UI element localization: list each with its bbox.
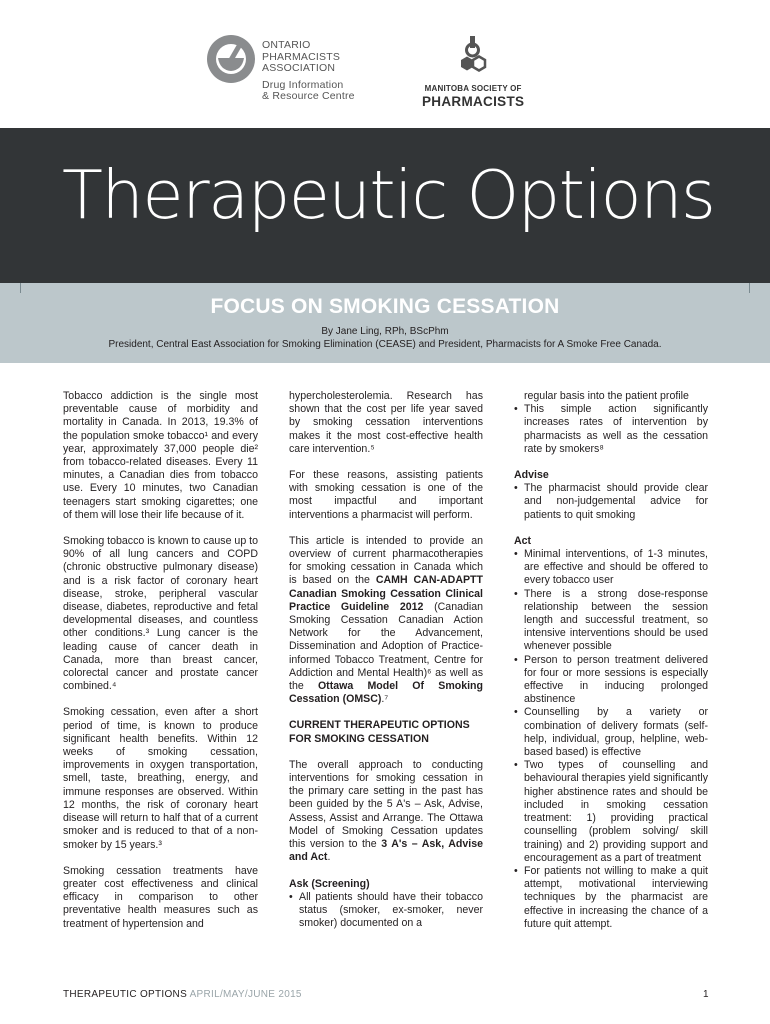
page-title: Therapeutic Options bbox=[62, 156, 715, 234]
msp-logo-text bbox=[422, 84, 524, 109]
logo-header bbox=[0, 0, 770, 128]
advise-list bbox=[514, 482, 708, 522]
guideline-title: CAMH CAN-ADAPTT Canadian Smoking Cessation Clinical Practice Guideline 2012 bbox=[289, 574, 483, 613]
paragraph: Tobacco addiction is the single most preventable cause of morbidity and mortality in Canada. In 2013, 19.3% of the population smoke tobacco¹ and every year, approximately 37,000 people die² from tobacco-related diseases. Every 11 minutes, a Canadian dies from tobacco use. Every 10 minutes, two Canadian teenagers start smoking cigarettes; one of them will lose their life because of it. bbox=[63, 390, 258, 521]
subsection-heading-act: Act bbox=[514, 534, 532, 547]
paragraph bbox=[289, 535, 483, 707]
paragraph: For these reasons, assisting patients with smoking cessation is one of the most impactful and important interventions a pharmacist will perform. bbox=[289, 469, 483, 521]
list-item: • There is a strong dose-response relationship between the session length and successful treatment, so intensive interventions should be used whenever possible bbox=[514, 588, 708, 654]
msp-logo-icon bbox=[450, 36, 496, 82]
omsc-title: Ottawa Model Of Smoking Cessation (OMSC) bbox=[289, 680, 483, 706]
msp-big: PHARMACISTS bbox=[422, 94, 525, 109]
list-item: regular basis into the patient profile bbox=[524, 390, 689, 402]
act-list bbox=[514, 548, 708, 931]
column-1 bbox=[63, 390, 258, 944]
opa-line3: ASSOCIATION bbox=[262, 62, 336, 74]
page-number: 1 bbox=[703, 989, 709, 1000]
opa-sub2: & Resource Centre bbox=[262, 90, 355, 102]
opa-sub1: Drug Information bbox=[262, 78, 344, 91]
ask-list-continued bbox=[514, 390, 708, 456]
list-item: • Minimal interventions, of 1-3 minutes, are effective and should be offered to every tobacco user bbox=[514, 548, 708, 588]
column-2 bbox=[289, 390, 483, 943]
paragraph: Smoking cessation, even after a short period of time, is known to produce significant health benefits. Within 12 weeks of smoking cessation, improvements in oxygen transportation, smell, taste, breathing, energy, and immune responses are observed. Within 12 months, the risk of coronary heart disease will return to half that of a current smoker and is reduced to that of a non-smoker by 15 years.³ bbox=[63, 706, 258, 851]
three-as: 3 A's – Ask, Advise and Act bbox=[289, 838, 483, 864]
opa-logo-icon bbox=[206, 34, 256, 84]
list-item: • Two types of counselling and behavioural therapies yield significantly higher abstinence rates and should be included in smoking cessation treatment: 1) providing practical counselling (problem solving/ skill training) and 2) providing support and encouragement as a part of treatment bbox=[514, 759, 708, 865]
byline: By Jane Ling, RPh, BScPhm bbox=[321, 326, 449, 337]
article-subtitle: FOCUS ON SMOKING CESSATION bbox=[210, 295, 560, 318]
text-run: The overall approach to conducting interventions for smoking cessation in the primary care setting in the past has been guided by the 5 A's – Ask, Advise, Assess, Assist and Arrange. The Ottawa Model of Smoking Cessation updates this version to the bbox=[289, 758, 483, 851]
list-item: • Person to person treatment delivered for four or more sessions is especially effective in inducing prolonged abstinence bbox=[514, 654, 708, 707]
msp-small: MANITOBA SOCIETY OF bbox=[424, 84, 522, 93]
list-item: • This simple action significantly increases rates of intervention by pharmacists as well as the cessation rate by smokers⁸ bbox=[514, 403, 708, 456]
paragraph: Smoking tobacco is known to cause up to 90% of all lung cancers and COPD (chronic obstructive pulmonary disease) and is a risk factor of coronary heart disease, stroke, peripheral vascular disease, diabetes, reproductive and fetal developmental diseases, and countless other conditions.³ Lung cancer is the leading cause of cancer death in Canada, more than breast cancer, colorectal cancer and prostate cancer combined.⁴ bbox=[63, 535, 258, 693]
crop-mark-right bbox=[749, 283, 750, 293]
list-item: • All patients should have their tobacco status (smoker, ex-smoker, never smoker) documented on a bbox=[289, 891, 483, 931]
text-run: . bbox=[327, 851, 331, 864]
subtitle-band bbox=[0, 283, 770, 363]
subsection-heading-advise: Advise bbox=[514, 469, 549, 482]
opa-line2: PHARMACISTS bbox=[262, 50, 341, 63]
list-item: • Counselling by a variety or combination of delivery formats (self-help, individual, group, helpline, web-based based) is effective bbox=[514, 706, 708, 759]
text-run: .⁷ bbox=[381, 693, 389, 706]
paragraph: Smoking cessation treatments have greater cost effectiveness and clinical efficacy in comparison to other preventative health measures such as treatment of hypertension and bbox=[63, 864, 258, 930]
opa-logo-text bbox=[262, 40, 355, 103]
text-run: (Canadian Smoking Cessation Canadian Action Network for the Advancement, Dissemination and Adoption of Practice-informed Tobacco Treatment, Centre for Addiction and Mental Health)⁶ as well as the bbox=[289, 600, 484, 693]
footer-title: THERAPEUTIC OPTIONS bbox=[63, 989, 188, 1000]
title-banner bbox=[0, 128, 770, 283]
opa-line1: ONTARIO bbox=[262, 39, 311, 51]
paragraph: hypercholesterolemia. Research has shown that the cost per life year saved by smoking cessation interventions makes it the most cost-effective health care intervention.⁵ bbox=[289, 390, 483, 455]
crop-mark-left bbox=[20, 283, 21, 293]
list-item: • The pharmacist should provide clear and non-judgemental advice for patients to quit smoking bbox=[514, 482, 708, 522]
paragraph bbox=[289, 759, 483, 865]
footer bbox=[63, 989, 302, 1000]
list-item: • For patients not willing to make a quit attempt, motivational interviewing techniques by the pharmacist are effective in increasing the chance of a future quit attempt. bbox=[514, 865, 708, 931]
column-3 bbox=[514, 390, 708, 944]
footer-date: APRIL/MAY/JUNE 2015 bbox=[187, 989, 302, 1000]
section-heading: CURRENT THERAPEUTIC OPTIONS FOR SMOKING CESSATION bbox=[289, 719, 470, 745]
text-run: This article is intended to provide an overview of current pharmacotherapies for smoking cessation in Canada which is based on the bbox=[289, 534, 483, 587]
subsection-heading-ask: Ask (Screening) bbox=[289, 877, 370, 890]
ask-list bbox=[289, 891, 483, 931]
author-affiliation: President, Central East Association for Smoking Elimination (CEASE) and President, Pharmacists for A Smoke Free Canada. bbox=[108, 339, 662, 350]
